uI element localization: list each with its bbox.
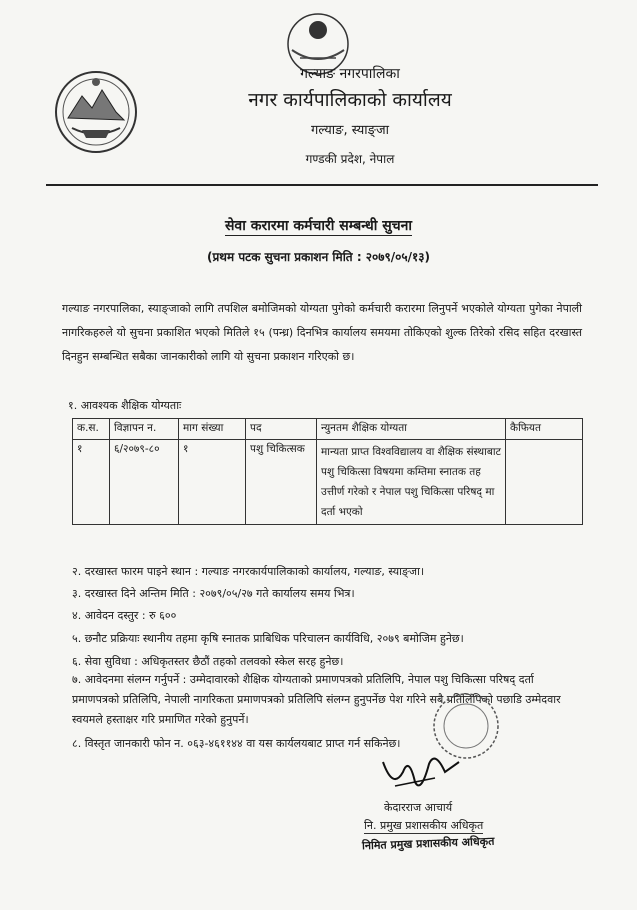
list-item: ८. विस्तृत जानकारी फोन न. ०६३-४६११४४ वा यस कार्यलयबाट प्राप्त गर्न सकिनेछ। xyxy=(72,737,401,750)
office-location: गल्याङ, स्याङ्जा xyxy=(311,123,389,138)
notice-paragraph: गल्याङ नगरपालिका, स्याङ्जाको लागि तपशिल बमोजिमको योग्यता पुगेको कर्मचारी करारमा लिनुपर्ने भएकोले योग्यता पुगेका नेपाली नागरिकहरुले यो सुचना प्रकाशित भएको मितिले १५ (पन्ध्र) दिनभित्र कार्यालय समयमा तोकिएको शुल्क तिरेको रसिद सहित दरखास्त दिनहुन सम्बन्धित सबैका जानकारीको लागि यो सुचना प्रकाशन गरिएको छ। xyxy=(62,302,582,363)
province-name: गण्डकी प्रदेश, नेपाल xyxy=(305,152,395,166)
list-item: ४. आवेदन दस्तुर : रु ६०० xyxy=(72,609,177,622)
officer-stamp: निमित प्रमुख प्रशासकीय अधिकृत xyxy=(361,834,495,853)
signatory-title: नि. प्रमुख प्रशासकीय अधिकृत xyxy=(364,819,484,832)
table-row xyxy=(73,440,583,525)
cell-remarks xyxy=(506,440,583,525)
col-header-remarks: कैफियत xyxy=(506,419,583,440)
office-name: नगर कार्यपालिकाको कार्यालय xyxy=(248,89,452,111)
col-header-sn: क.स. xyxy=(73,419,110,440)
cell-sn: १ xyxy=(73,440,110,525)
notice-title: सेवा करारमा कर्मचारी सम्बन्धी सुचना xyxy=(224,218,413,234)
cell-post: पशु चिकित्सक xyxy=(246,440,317,525)
section-qualification-heading: १. आवश्यक शैक्षिक योग्यताः xyxy=(68,399,182,412)
list-item: ७. आवेदनमा संलग्न गर्नुपर्ने : उम्मेदावारको शैक्षिक योग्यताको प्रमाणपत्रको प्रतिलिपि, नेपाल पशु चिकित्सा परिषद् दर्ता प्रमाणपत्रको प्रतिलिपि, नेपाली नागरिकता प्रमाणपत्रको प्रतिलिपि संलग्न हुनुपर्नेछ पेश गरिने सबै प्रतिलिपिको पछाडि उम्मेदवार स्वयमले हस्ताक्षर गरि प्रमाणित गरेको हुनुपर्ने। xyxy=(72,673,561,726)
list-item: ३. दरखास्त दिने अन्तिम मिति : २०७९/०५/२७ गते कार्यालय समय भित्र। xyxy=(72,587,355,600)
qualification-table xyxy=(72,418,583,525)
list-item: २. दरखास्त फारम पाइने स्थान : गल्याङ नगरकार्यपालिकाको कार्यालय, गल्याङ, स्याङ्जा। xyxy=(72,565,425,578)
cell-qualification: मान्यता प्राप्त विश्वविद्यालय वा शैक्षिक संस्थाबाट पशु चिकित्सा विषयमा कम्तिमा स्नातक तह उत्तीर्ण गरेको र नेपाल पशु चिकित्सा परिषद् मा दर्ता भएको xyxy=(317,440,506,525)
list-item: ६. सेवा सुविधा : अधिकृतस्तर छैठौं तहको तलवको स्केल सरह हुनेछ। xyxy=(72,655,344,668)
nepal-emblem-icon xyxy=(52,68,140,156)
list-item: ५. छनौट प्रक्रियाः स्थानीय तहमा कृषि स्नातक प्राबिधिक परिचालन कार्यविधि, २०७९ बमोजिम हुनेछ। xyxy=(72,632,464,645)
signatory-name: केदारराज आचार्य xyxy=(384,801,453,814)
table-header-row xyxy=(73,419,583,440)
municipality-name: गल्याङ नगरपालिका xyxy=(300,66,400,82)
col-header-qualification: न्युनतम शैक्षिक योग्यता xyxy=(317,419,506,440)
col-header-demand: माग संख्या xyxy=(179,419,246,440)
col-header-adv-no: विज्ञापन न. xyxy=(110,419,179,440)
cell-demand: १ xyxy=(179,440,246,525)
signature-icon xyxy=(375,742,465,797)
notice-subtitle: (प्रथम पटक सुचना प्रकाशन मिति : २०७९/०५/१३) xyxy=(207,250,430,264)
header-divider xyxy=(46,184,598,186)
col-header-post: पद xyxy=(246,419,317,440)
cell-adv-no: ६/२०७९-८० xyxy=(110,440,179,525)
